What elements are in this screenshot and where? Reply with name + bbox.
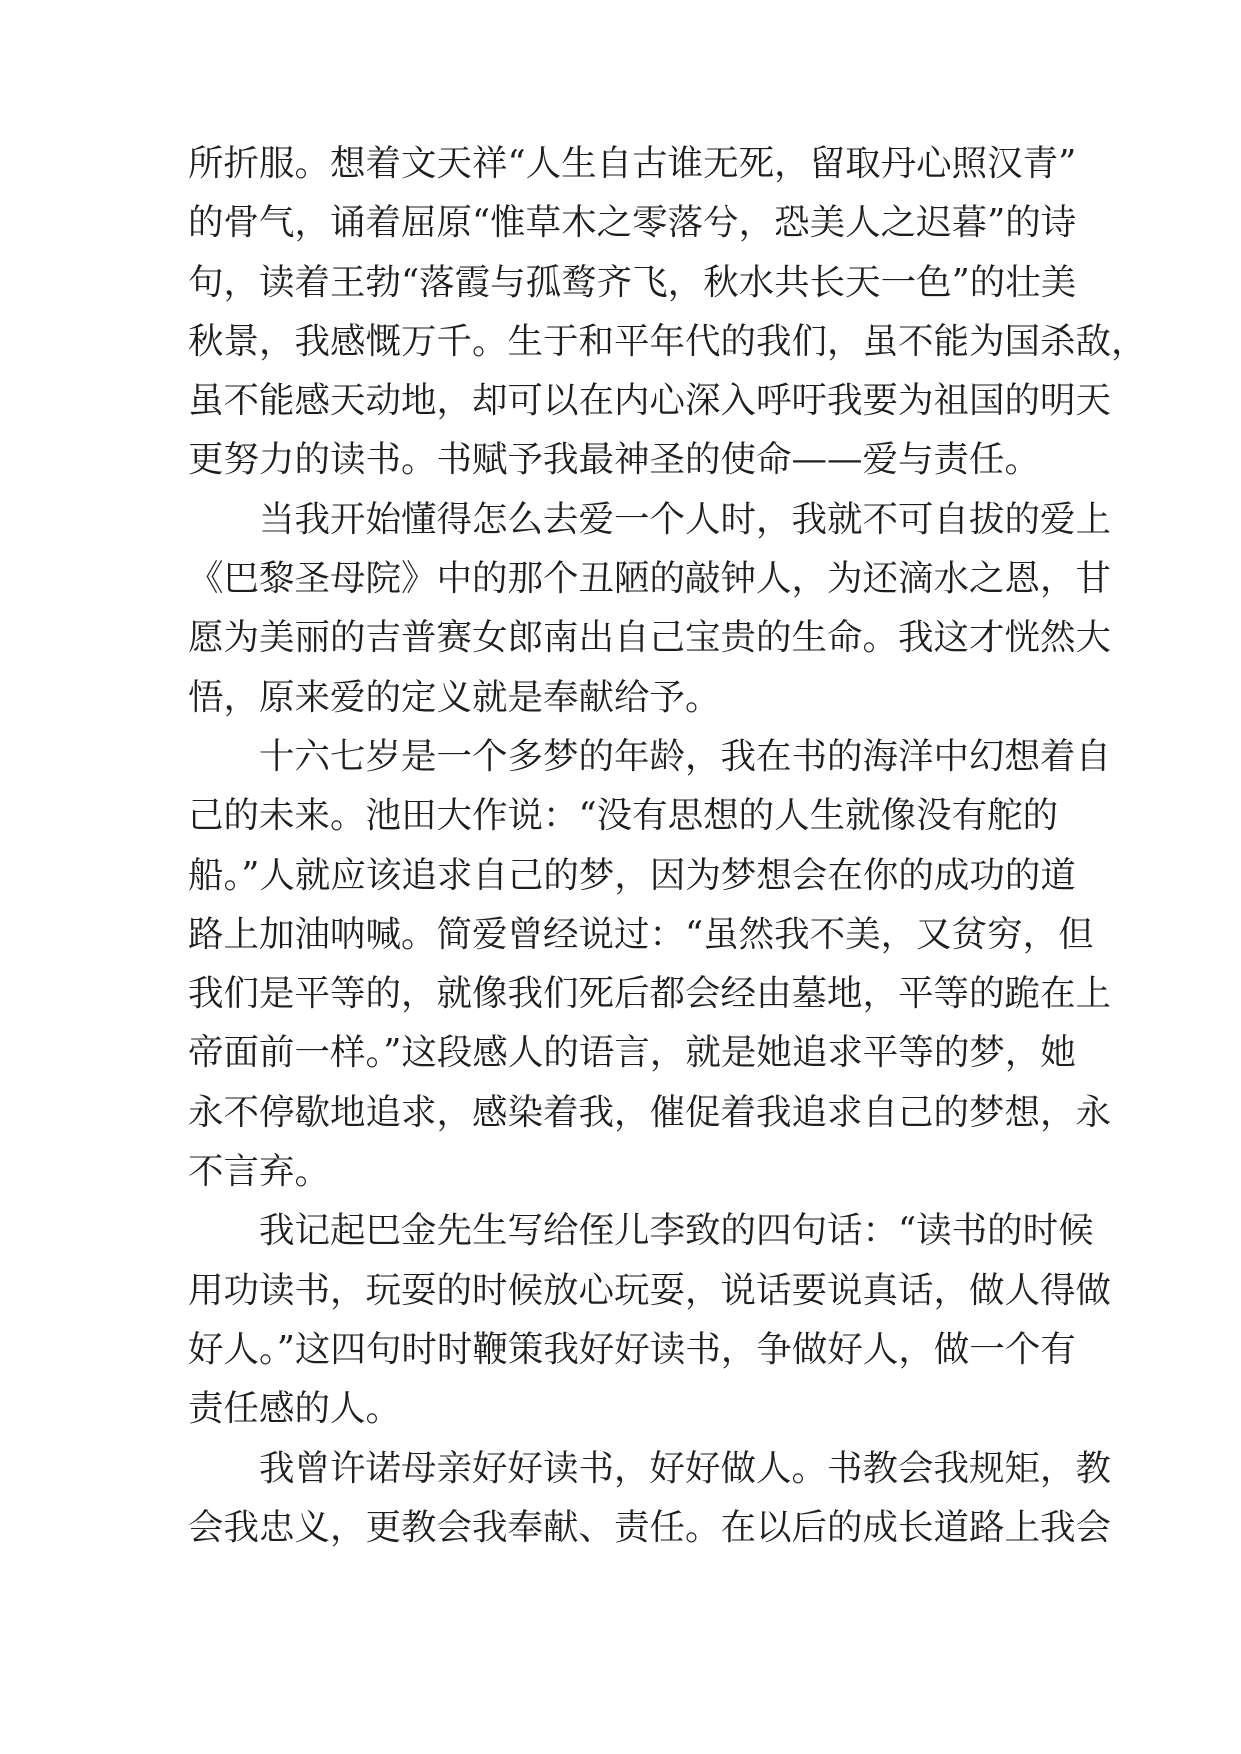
text-line: 不言弃。 [188,1151,331,1193]
text-line: 更努力的读书。书赋予我最神圣的使命——爱与责任。 [188,439,1041,481]
text-line: 愿为美丽的吉普赛女郎南出自己宝贵的生命。我这才恍然大 [188,617,1112,659]
text-line: 所折服。想着文天祥“人生自古谁无死，留取丹心照汉青” [188,143,1077,184]
text-line: 的骨气，诵着屈原“惟草木之零落兮，恐美人之迟暮”的诗 [188,202,1077,244]
text-line: 十六七岁是一个多梦的年龄，我在书的海洋中幻想着自 [259,735,1112,777]
text-line: 路上加油呐喊。简爱曾经说过：“虽然我不美，又贫穷，但 [188,913,1094,955]
text-line: 虽不能感天动地，却可以在内心深入呼吁我要为祖国的明天 [188,380,1112,422]
text-line: 船。”人就应该追求自己的梦，因为梦想会在你的成功的道 [188,854,1076,896]
body-text [188,134,1147,1557]
text-line: 责任感的人。 [188,1388,402,1430]
text-line: 永不停歇地追求，感染着我，催促着我追求自己的梦想，永 [188,1091,1112,1133]
text-line: 《巴黎圣母院》中的那个丑陋的敲钟人，为还滴水之恩，甘 [188,558,1112,600]
text-line: 句，读着王勃“落霞与孤鹜齐飞，秋水共长天一色”的壮美 [188,261,1077,303]
text-line: 好人。”这四句时时鞭策我好好读书，争做好人，做一个有 [188,1328,1076,1370]
text-line: 悟，原来爱的定义就是奉献给予。 [188,676,721,718]
text-line: 我曾许诺母亲好好读书，好好做人。书教会我规矩，教 [259,1447,1112,1489]
text-line: 我记起巴金先生写给侄儿李致的四句话：“读书的时候 [259,1210,1094,1252]
text-line: 当我开始懂得怎么去爱一个人时，我就不可自拔的爱上 [259,498,1112,540]
text-line: 帝面前一样。”这段感人的语言，就是她追求平等的梦，她 [188,1032,1076,1074]
text-line: 己的未来。池田大作说：“没有思想的人生就像没有舵的 [188,795,1059,837]
text-line: 用功读书，玩耍的时候放心玩耍，说话要说真话，做人得做 [188,1269,1112,1311]
text-line: 秋景，我感慨万千。生于和平年代的我们，虽不能为国杀敌， [188,320,1147,362]
text-line: 我们是平等的，就像我们死后都会经由墓地，平等的跪在上 [188,973,1112,1015]
text-line: 会我忠义，更教会我奉献、责任。在以后的成长道路上我会 [188,1506,1112,1548]
